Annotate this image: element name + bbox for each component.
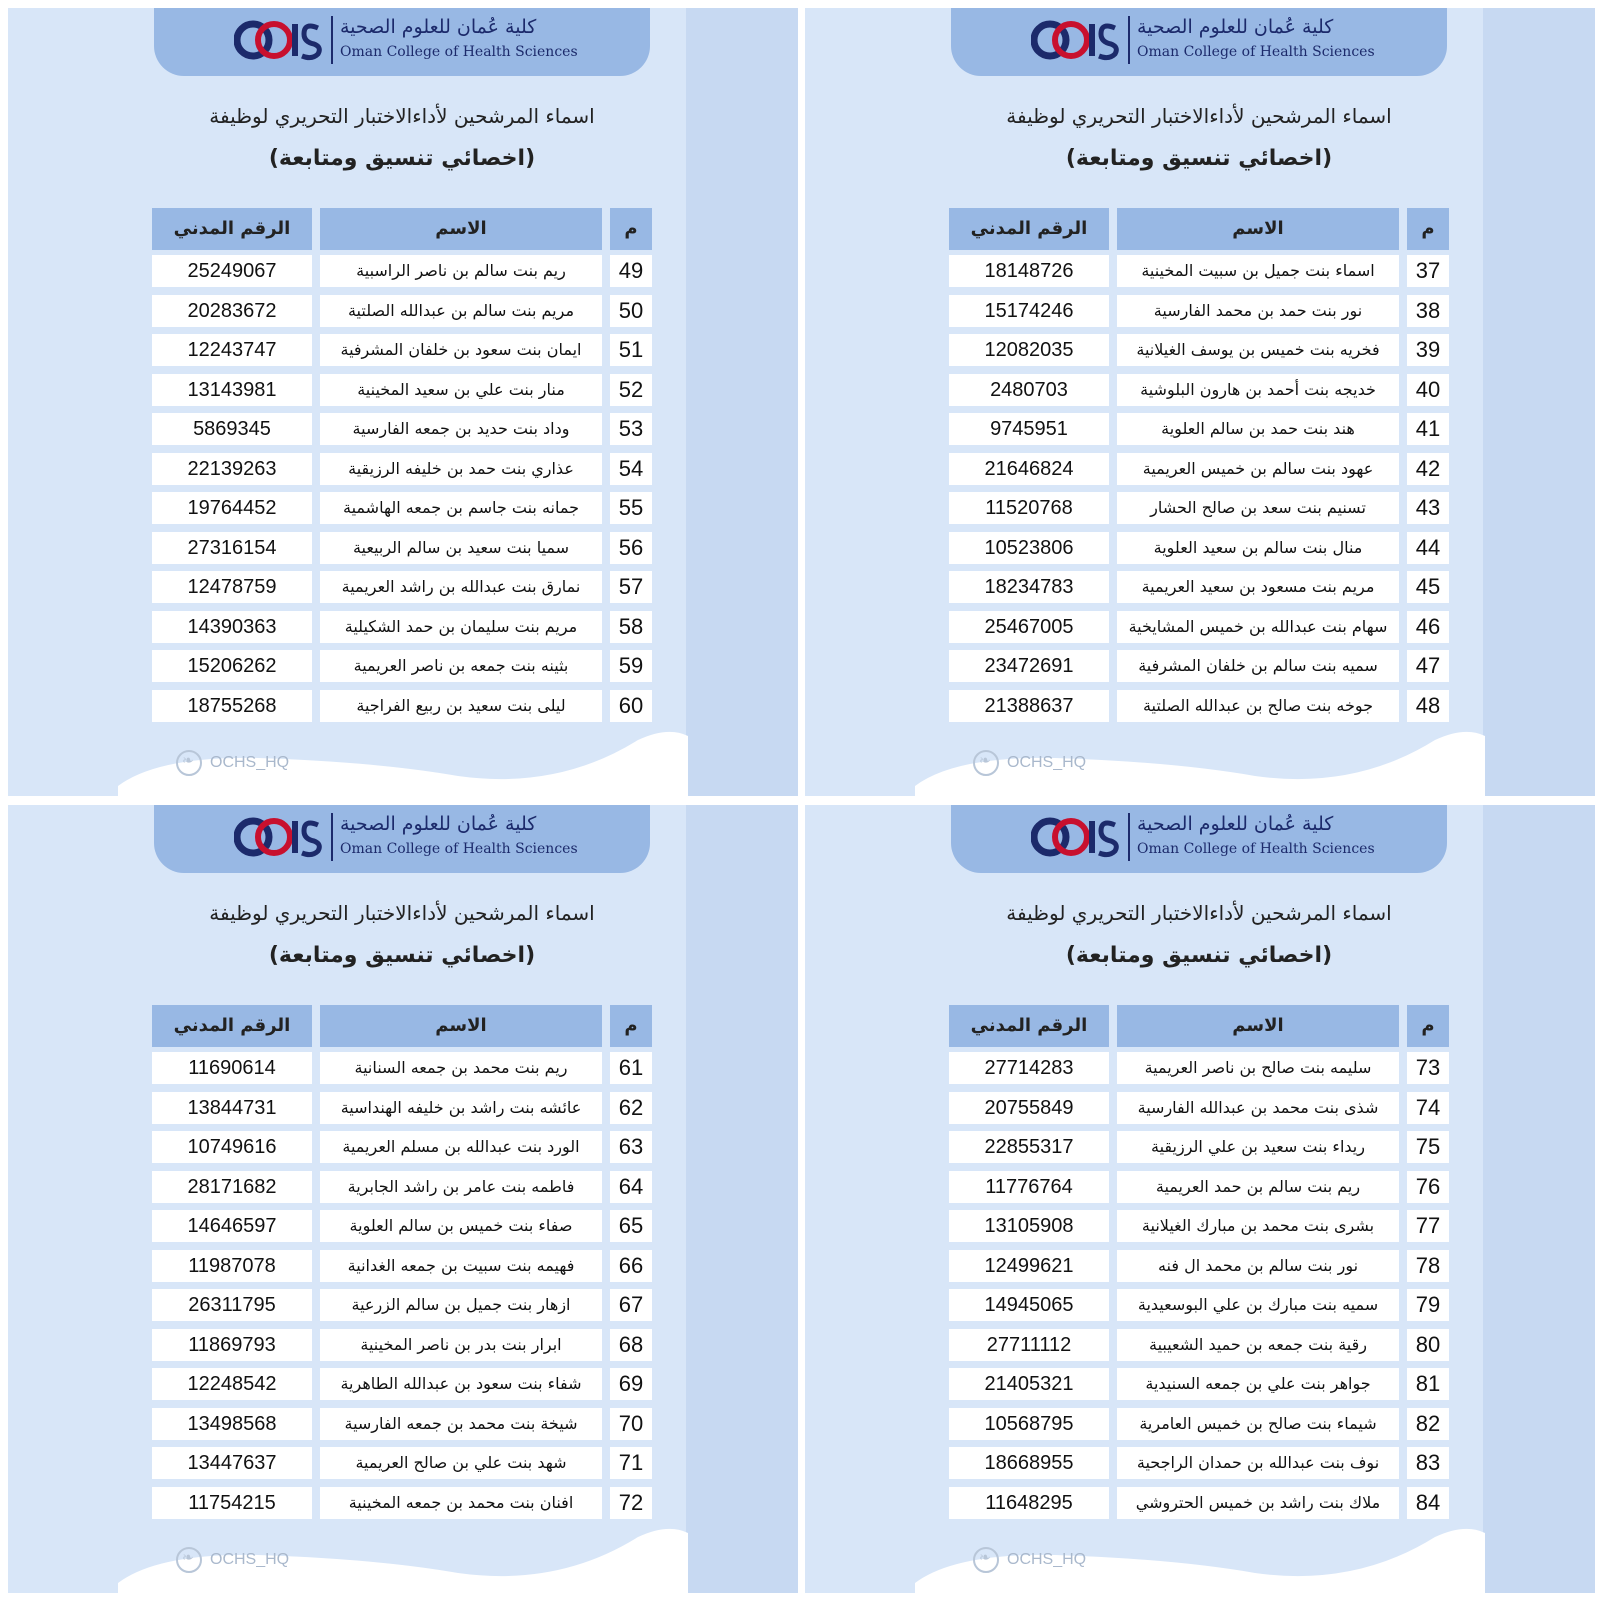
name-cell: بثينه بنت جمعه بن ناصر العريمية <box>320 650 602 682</box>
civil-number-cell: 25249067 <box>152 255 312 287</box>
candidates-panel <box>8 805 798 1593</box>
table-row <box>949 290 1449 330</box>
name-cell: عائشه بنت راشد بن خليفه الهنداسية <box>320 1092 602 1124</box>
name-cell: فهيمه بنت سبيت بن جمعه الغدانية <box>320 1250 602 1282</box>
table-row <box>152 329 652 369</box>
table-row <box>152 250 652 290</box>
civil-number-cell: 9745951 <box>949 413 1109 445</box>
civil-number-cell: 13498568 <box>152 1408 312 1440</box>
table-row <box>152 685 652 725</box>
index-cell: 63 <box>610 1131 652 1163</box>
logo-separator <box>331 813 333 861</box>
ochs-logo-icon <box>1031 811 1121 863</box>
table-body <box>949 1047 1449 1521</box>
civil-number-cell: 15174246 <box>949 295 1109 327</box>
table-header <box>152 1005 652 1047</box>
table-row <box>949 645 1449 685</box>
name-cell: سميه بنت سالم بن خلفان المشرفية <box>1117 650 1399 682</box>
table-row <box>949 1403 1449 1443</box>
name-cell: صفاء بنت خميس بن سالم العلوية <box>320 1210 602 1242</box>
name-cell: ايمان بنت سعود بن خلفان المشرفية <box>320 334 602 366</box>
table-row <box>152 1324 652 1364</box>
header-name: الاسم <box>1117 1005 1399 1047</box>
ochs-logo-icon <box>234 811 324 863</box>
table-row <box>152 369 652 409</box>
civil-number-cell: 2480703 <box>949 374 1109 406</box>
name-cell: مريم بنت مسعود بن سعيد العريمية <box>1117 571 1399 603</box>
index-cell: 51 <box>610 334 652 366</box>
header-banner <box>951 8 1447 76</box>
index-cell: 71 <box>610 1447 652 1479</box>
table-row <box>949 527 1449 567</box>
table-row <box>152 1403 652 1443</box>
civil-number-cell: 5869345 <box>152 413 312 445</box>
index-cell: 62 <box>610 1092 652 1124</box>
index-cell: 40 <box>1407 374 1449 406</box>
table-row <box>152 1166 652 1206</box>
index-cell: 56 <box>610 532 652 564</box>
name-cell: ازهار بنت جميل بن سالم الزرعية <box>320 1289 602 1321</box>
table-row <box>152 1442 652 1482</box>
header-civil-number: الرقم المدني <box>152 208 312 250</box>
name-cell: الورد بنت عبدالله بن مسلم العريمية <box>320 1131 602 1163</box>
table-header <box>949 208 1449 250</box>
table-row <box>949 1047 1449 1087</box>
name-cell: نوف بنت عبدالله بن حمدان الراجحية <box>1117 1447 1399 1479</box>
table-row <box>949 1166 1449 1206</box>
table-row <box>949 1126 1449 1166</box>
college-name-english: Oman College of Health Sciences <box>1137 841 1375 857</box>
index-cell: 67 <box>610 1289 652 1321</box>
index-cell: 41 <box>1407 413 1449 445</box>
name-cell: ريداء بنت سعيد بن علي الرزيقية <box>1117 1131 1399 1163</box>
logo-separator <box>1128 16 1130 64</box>
index-cell: 58 <box>610 611 652 643</box>
index-cell: 70 <box>610 1408 652 1440</box>
handle-text: OCHS_HQ <box>210 1551 290 1569</box>
header-name: الاسم <box>1117 208 1399 250</box>
civil-number-cell: 25467005 <box>949 611 1109 643</box>
name-cell: رقية بنت جمعه بن حميد الشعيبية <box>1117 1329 1399 1361</box>
table-row <box>949 1087 1449 1127</box>
candidates-table <box>949 1005 1449 1521</box>
index-cell: 84 <box>1407 1487 1449 1519</box>
civil-number-cell: 20755849 <box>949 1092 1109 1124</box>
name-cell: مريم بنت سالم بن عبدالله الصلتية <box>320 295 602 327</box>
college-name-english: Oman College of Health Sciences <box>340 44 578 60</box>
college-name-arabic: كلية عُمان للعلوم الصحية <box>1137 16 1334 38</box>
header-index: م <box>1407 208 1449 250</box>
college-name-arabic: كلية عُمان للعلوم الصحية <box>340 813 537 835</box>
civil-number-cell: 13844731 <box>152 1092 312 1124</box>
table-row <box>949 566 1449 606</box>
civil-number-cell: 14390363 <box>152 611 312 643</box>
college-name-english: Oman College of Health Sciences <box>1137 44 1375 60</box>
table-header <box>152 208 652 250</box>
name-cell: ليلى بنت سعيد بن ربيع الفراجية <box>320 690 602 722</box>
index-cell: 74 <box>1407 1092 1449 1124</box>
civil-number-cell: 27714283 <box>949 1052 1109 1084</box>
table-body <box>152 250 652 724</box>
name-cell: افنان بنت محمد بن جمعه المخينية <box>320 1487 602 1519</box>
background-strip <box>1483 805 1595 1593</box>
civil-number-cell: 22855317 <box>949 1131 1109 1163</box>
table-body <box>152 1047 652 1521</box>
civil-number-cell: 19764452 <box>152 492 312 524</box>
index-cell: 59 <box>610 650 652 682</box>
index-cell: 47 <box>1407 650 1449 682</box>
table-row <box>152 1126 652 1166</box>
page-title: اسماء المرشحين لأداءالاختبار التحريري لوظيفة <box>209 104 595 128</box>
header-name: الاسم <box>320 208 602 250</box>
index-cell: 43 <box>1407 492 1449 524</box>
table-row <box>949 1205 1449 1245</box>
index-cell: 37 <box>1407 255 1449 287</box>
name-cell: شيخة بنت محمد بن جمعه الفارسية <box>320 1408 602 1440</box>
index-cell: 45 <box>1407 571 1449 603</box>
civil-number-cell: 18668955 <box>949 1447 1109 1479</box>
name-cell: شيماء بنت صالح بن خميس العامرية <box>1117 1408 1399 1440</box>
college-name-english: Oman College of Health Sciences <box>340 841 578 857</box>
header-banner <box>154 8 650 76</box>
candidates-table <box>949 208 1449 724</box>
civil-number-cell: 12478759 <box>152 571 312 603</box>
index-cell: 81 <box>1407 1368 1449 1400</box>
civil-number-cell: 15206262 <box>152 650 312 682</box>
index-cell: 75 <box>1407 1131 1449 1163</box>
civil-number-cell: 14646597 <box>152 1210 312 1242</box>
college-name-arabic: كلية عُمان للعلوم الصحية <box>340 16 537 38</box>
name-cell: نور بنت سالم بن محمد ال فنه <box>1117 1250 1399 1282</box>
index-cell: 80 <box>1407 1329 1449 1361</box>
header-banner <box>154 805 650 873</box>
college-name-arabic: كلية عُمان للعلوم الصحية <box>1137 813 1334 835</box>
header-index: م <box>610 208 652 250</box>
candidates-panel <box>805 8 1595 796</box>
name-cell: ابرار بنت بدر بن ناصر المخينية <box>320 1329 602 1361</box>
handle-text: OCHS_HQ <box>210 754 290 772</box>
table-body <box>949 250 1449 724</box>
index-cell: 78 <box>1407 1250 1449 1282</box>
name-cell: تسنيم بنت سعد بن صالح الحشار <box>1117 492 1399 524</box>
index-cell: 82 <box>1407 1408 1449 1440</box>
civil-number-cell: 10523806 <box>949 532 1109 564</box>
table-header <box>949 1005 1449 1047</box>
ochs-logo-icon <box>234 14 324 66</box>
index-cell: 54 <box>610 453 652 485</box>
index-cell: 65 <box>610 1210 652 1242</box>
candidates-panel <box>805 805 1595 1593</box>
index-cell: 38 <box>1407 295 1449 327</box>
name-cell: نمارق بنت عبدالله بن راشد العريمية <box>320 571 602 603</box>
index-cell: 52 <box>610 374 652 406</box>
header-index: م <box>610 1005 652 1047</box>
civil-number-cell: 14945065 <box>949 1289 1109 1321</box>
table-row <box>949 1284 1449 1324</box>
name-cell: فخريه بنت خميس بن يوسف الغيلانية <box>1117 334 1399 366</box>
civil-number-cell: 13447637 <box>152 1447 312 1479</box>
job-title: (اخصائي تنسيق ومتابعة) <box>268 146 536 171</box>
table-row <box>949 408 1449 448</box>
candidates-table <box>152 1005 652 1521</box>
civil-number-cell: 10568795 <box>949 1408 1109 1440</box>
name-cell: اسماء بنت جميل بن سبيت المخينية <box>1117 255 1399 287</box>
index-cell: 72 <box>610 1487 652 1519</box>
civil-number-cell: 11987078 <box>152 1250 312 1282</box>
civil-number-cell: 12243747 <box>152 334 312 366</box>
header-civil-number: الرقم المدني <box>949 208 1109 250</box>
table-row <box>152 527 652 567</box>
civil-number-cell: 27711112 <box>949 1329 1109 1361</box>
civil-number-cell: 18234783 <box>949 571 1109 603</box>
table-row <box>949 369 1449 409</box>
index-cell: 42 <box>1407 453 1449 485</box>
header-name: الاسم <box>320 1005 602 1047</box>
background-strip <box>1483 8 1595 796</box>
name-cell: شهد بنت علي بن صالح العريمية <box>320 1447 602 1479</box>
civil-number-cell: 18148726 <box>949 255 1109 287</box>
index-cell: 39 <box>1407 334 1449 366</box>
table-row <box>152 1482 652 1522</box>
name-cell: سميه بنت مبارك بن علي البوسعيدية <box>1117 1289 1399 1321</box>
name-cell: سميا بنت سعيد بن سالم الربيعية <box>320 532 602 564</box>
table-row <box>152 408 652 448</box>
civil-number-cell: 11754215 <box>152 1487 312 1519</box>
ochs-logo-icon <box>1031 14 1121 66</box>
name-cell: فاطمه بنت عامر بن راشد الجابرية <box>320 1171 602 1203</box>
civil-number-cell: 27316154 <box>152 532 312 564</box>
table-row <box>152 606 652 646</box>
handle-text: OCHS_HQ <box>1007 1551 1087 1569</box>
index-cell: 55 <box>610 492 652 524</box>
table-row <box>152 448 652 488</box>
index-cell: 76 <box>1407 1171 1449 1203</box>
table-row <box>152 566 652 606</box>
header-civil-number: الرقم المدني <box>152 1005 312 1047</box>
civil-number-cell: 21646824 <box>949 453 1109 485</box>
civil-number-cell: 11776764 <box>949 1171 1109 1203</box>
background-strip <box>686 805 798 1593</box>
name-cell: منار بنت علي بن سعيد المخينية <box>320 374 602 406</box>
index-cell: 60 <box>610 690 652 722</box>
logo-separator <box>331 16 333 64</box>
table-row <box>949 1363 1449 1403</box>
job-title: (اخصائي تنسيق ومتابعة) <box>268 943 536 968</box>
name-cell: بشرى بنت محمد بن مبارك الغيلانية <box>1117 1210 1399 1242</box>
page-title: اسماء المرشحين لأداءالاختبار التحريري لوظيفة <box>209 901 595 925</box>
twitter-icon <box>176 750 202 776</box>
name-cell: ريم بنت سالم بن حمد العريمية <box>1117 1171 1399 1203</box>
handle-text: OCHS_HQ <box>1007 754 1087 772</box>
header-index: م <box>1407 1005 1449 1047</box>
civil-number-cell: 18755268 <box>152 690 312 722</box>
civil-number-cell: 28171682 <box>152 1171 312 1203</box>
table-row <box>949 606 1449 646</box>
table-row <box>152 487 652 527</box>
social-handle[interactable] <box>973 750 1086 776</box>
civil-number-cell: 13143981 <box>152 374 312 406</box>
table-row <box>949 250 1449 290</box>
twitter-icon <box>973 1547 999 1573</box>
social-handle[interactable] <box>973 1547 1086 1573</box>
civil-number-cell: 21388637 <box>949 690 1109 722</box>
candidates-table <box>152 208 652 724</box>
job-title: (اخصائي تنسيق ومتابعة) <box>1065 943 1333 968</box>
logo-separator <box>1128 813 1130 861</box>
name-cell: سهام بنت عبدالله بن خميس المشايخية <box>1117 611 1399 643</box>
index-cell: 53 <box>610 413 652 445</box>
table-row <box>152 1284 652 1324</box>
index-cell: 44 <box>1407 532 1449 564</box>
table-row <box>152 1087 652 1127</box>
index-cell: 57 <box>610 571 652 603</box>
name-cell: جواهر بنت علي بن جمعه السنيدية <box>1117 1368 1399 1400</box>
name-cell: جمانه بنت جاسم بن جمعه الهاشمية <box>320 492 602 524</box>
civil-number-cell: 11869793 <box>152 1329 312 1361</box>
header-civil-number: الرقم المدني <box>949 1005 1109 1047</box>
name-cell: وداد بنت حديد بن جمعه الفارسية <box>320 413 602 445</box>
twitter-icon <box>973 750 999 776</box>
index-cell: 77 <box>1407 1210 1449 1242</box>
civil-number-cell: 11520768 <box>949 492 1109 524</box>
page-title: اسماء المرشحين لأداءالاختبار التحريري لوظيفة <box>1006 901 1392 925</box>
civil-number-cell: 26311795 <box>152 1289 312 1321</box>
table-row <box>152 645 652 685</box>
job-title: (اخصائي تنسيق ومتابعة) <box>1065 146 1333 171</box>
index-cell: 69 <box>610 1368 652 1400</box>
index-cell: 64 <box>610 1171 652 1203</box>
name-cell: شفاء بنت سعود بن عبدالله الطاهرية <box>320 1368 602 1400</box>
index-cell: 68 <box>610 1329 652 1361</box>
name-cell: سليمه بنت صالح بن ناصر العريمية <box>1117 1052 1399 1084</box>
page-title: اسماء المرشحين لأداءالاختبار التحريري لوظيفة <box>1006 104 1392 128</box>
table-row <box>152 1245 652 1285</box>
index-cell: 49 <box>610 255 652 287</box>
index-cell: 50 <box>610 295 652 327</box>
name-cell: منال بنت سالم بن سعيد العلوية <box>1117 532 1399 564</box>
name-cell: عذاري بنت حمد بن خليفه الرزيقية <box>320 453 602 485</box>
name-cell: مريم بنت سليمان بن حمد الشكيلية <box>320 611 602 643</box>
civil-number-cell: 10749616 <box>152 1131 312 1163</box>
index-cell: 79 <box>1407 1289 1449 1321</box>
civil-number-cell: 13105908 <box>949 1210 1109 1242</box>
table-row <box>949 1442 1449 1482</box>
table-row <box>152 1047 652 1087</box>
background-strip <box>686 8 798 796</box>
twitter-icon <box>176 1547 202 1573</box>
index-cell: 46 <box>1407 611 1449 643</box>
civil-number-cell: 22139263 <box>152 453 312 485</box>
civil-number-cell: 12248542 <box>152 1368 312 1400</box>
index-cell: 83 <box>1407 1447 1449 1479</box>
table-row <box>949 329 1449 369</box>
table-row <box>949 487 1449 527</box>
table-row <box>949 448 1449 488</box>
civil-number-cell: 21405321 <box>949 1368 1109 1400</box>
social-handle[interactable] <box>176 750 289 776</box>
table-row <box>152 1205 652 1245</box>
civil-number-cell: 23472691 <box>949 650 1109 682</box>
table-row <box>949 1324 1449 1364</box>
index-cell: 73 <box>1407 1052 1449 1084</box>
civil-number-cell: 12499621 <box>949 1250 1109 1282</box>
civil-number-cell: 20283672 <box>152 295 312 327</box>
index-cell: 48 <box>1407 690 1449 722</box>
name-cell: ريم بنت سالم بن ناصر الراسبية <box>320 255 602 287</box>
name-cell: ملاك بنت راشد بن خميس الحتروشي <box>1117 1487 1399 1519</box>
social-handle[interactable] <box>176 1547 289 1573</box>
header-banner <box>951 805 1447 873</box>
name-cell: ريم بنت محمد بن جمعه السنانية <box>320 1052 602 1084</box>
civil-number-cell: 12082035 <box>949 334 1109 366</box>
name-cell: نور بنت حمد بن محمد الفارسية <box>1117 295 1399 327</box>
civil-number-cell: 11690614 <box>152 1052 312 1084</box>
name-cell: خديجه بنت أحمد بن هارون البلوشية <box>1117 374 1399 406</box>
candidates-panel <box>8 8 798 796</box>
table-row <box>152 1363 652 1403</box>
name-cell: هند بنت حمد بن سالم العلوية <box>1117 413 1399 445</box>
civil-number-cell: 11648295 <box>949 1487 1109 1519</box>
name-cell: جوخه بنت صالح بن عبدالله الصلتية <box>1117 690 1399 722</box>
name-cell: عهود بنت سالم بن خميس العريمية <box>1117 453 1399 485</box>
table-row <box>949 1245 1449 1285</box>
index-cell: 61 <box>610 1052 652 1084</box>
table-row <box>949 1482 1449 1522</box>
name-cell: شذى بنت محمد بن عبدالله الفارسية <box>1117 1092 1399 1124</box>
index-cell: 66 <box>610 1250 652 1282</box>
table-row <box>949 685 1449 725</box>
table-row <box>152 290 652 330</box>
